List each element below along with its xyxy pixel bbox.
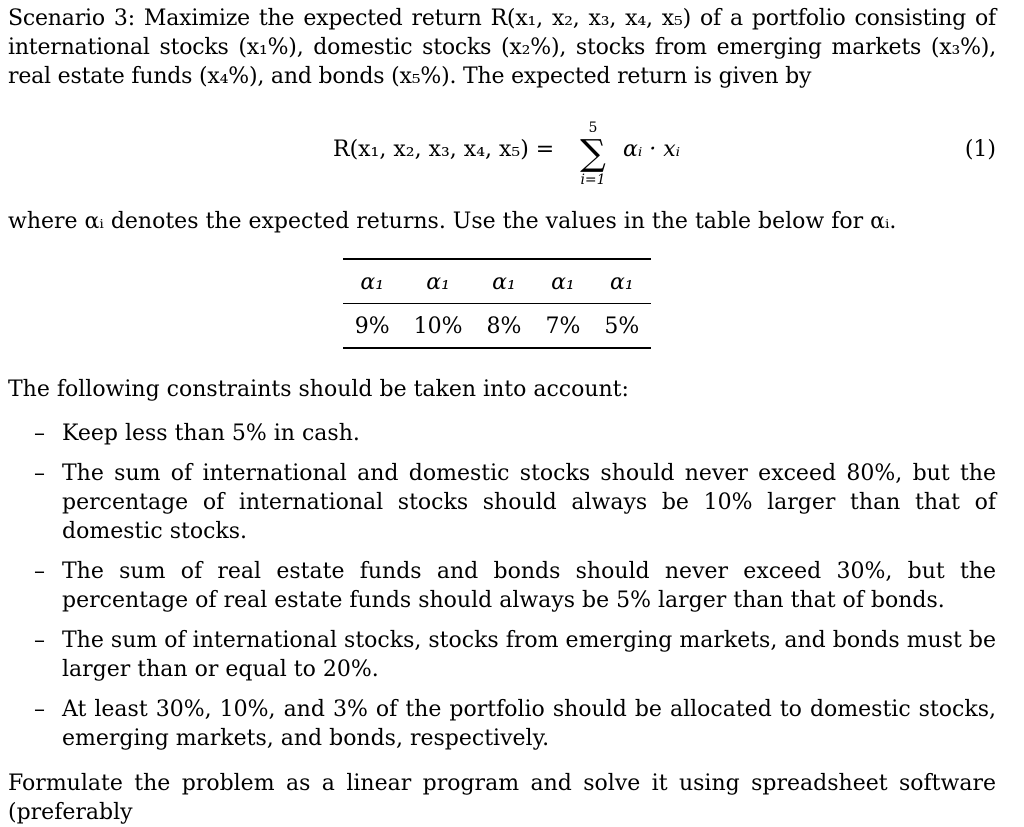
document-body [8, 4, 996, 827]
equation-number: (1) [964, 137, 996, 162]
constraint-item [8, 557, 996, 615]
alpha-value: 8% [486, 314, 522, 339]
constraint-item [8, 695, 996, 753]
expected-return-equation [333, 105, 753, 197]
alpha-header: α₁ [609, 270, 634, 295]
constraint-item [8, 419, 996, 448]
list-dash: – [34, 421, 45, 446]
constraint-text: The sum of international stocks, stocks from emerging markets, and bonds must be larger than or equal to 20%. [62, 628, 996, 682]
scenario-intro: Scenario 3: Maximize the expected return R(x₁, x₂, x₃, x₄, x₅) of a portfolio consisting of international stocks (x₁%), domestic stocks (x₂%), stocks from emerging markets (x₃%), real estate funds (x₄%), and bonds (x₅%). The expected return is given by [8, 6, 996, 89]
constraint-text: Keep less than 5% in cash. [62, 421, 360, 446]
constraint-text: At least 30%, 10%, and 3% of the portfolio should be allocated to domestic stocks, emerging markets, and bonds, respectively. [62, 697, 996, 751]
list-dash: – [34, 559, 45, 584]
constraints-list [8, 419, 996, 753]
equation-block [8, 105, 996, 197]
summation [573, 120, 613, 188]
constraint-text: The sum of international and domestic stocks should never exceed 80%, but the percentage of international stocks should always be 10% larger than that of domestic stocks. [62, 461, 996, 544]
alpha-header: α₁ [360, 270, 385, 295]
constraint-item [8, 459, 996, 546]
alpha-value: 9% [354, 314, 390, 339]
constraints-intro: The following constraints should be taken into account: [8, 377, 629, 402]
alpha-header: α₁ [551, 270, 575, 295]
alpha-header: α₁ [492, 270, 516, 295]
constraint-text: The sum of real estate funds and bonds should never exceed 30%, but the percentage of real estate funds should always be 5% larger than that of bonds. [62, 559, 996, 613]
alpha-table [343, 258, 652, 349]
alpha-description: where αᵢ denotes the expected returns. Use the values in the table below for αᵢ. [8, 209, 897, 234]
final-instruction: Formulate the problem as a linear program and solve it using spreadsheet software (preferably [8, 771, 996, 825]
alpha-table-header-row [343, 259, 652, 304]
equation-rhs: αᵢ · xᵢ [623, 137, 681, 162]
alpha-value: 5% [604, 314, 640, 339]
sigma-symbol: ∑ [580, 133, 606, 174]
alpha-value: 10% [413, 314, 463, 339]
alpha-value: 7% [545, 314, 581, 339]
alpha-table-wrapper [0, 258, 996, 349]
list-dash: – [34, 697, 45, 722]
alpha-header: α₁ [426, 270, 450, 295]
sum-lower-limit: i=1 [580, 172, 606, 188]
constraint-item [8, 626, 996, 684]
alpha-table-value-row [343, 304, 652, 349]
equation-lhs: R(x₁, x₂, x₃, x₄, x₅) = [333, 137, 555, 162]
sum-upper-limit: 5 [588, 120, 598, 136]
list-dash: – [34, 628, 45, 653]
list-dash: – [34, 461, 45, 486]
